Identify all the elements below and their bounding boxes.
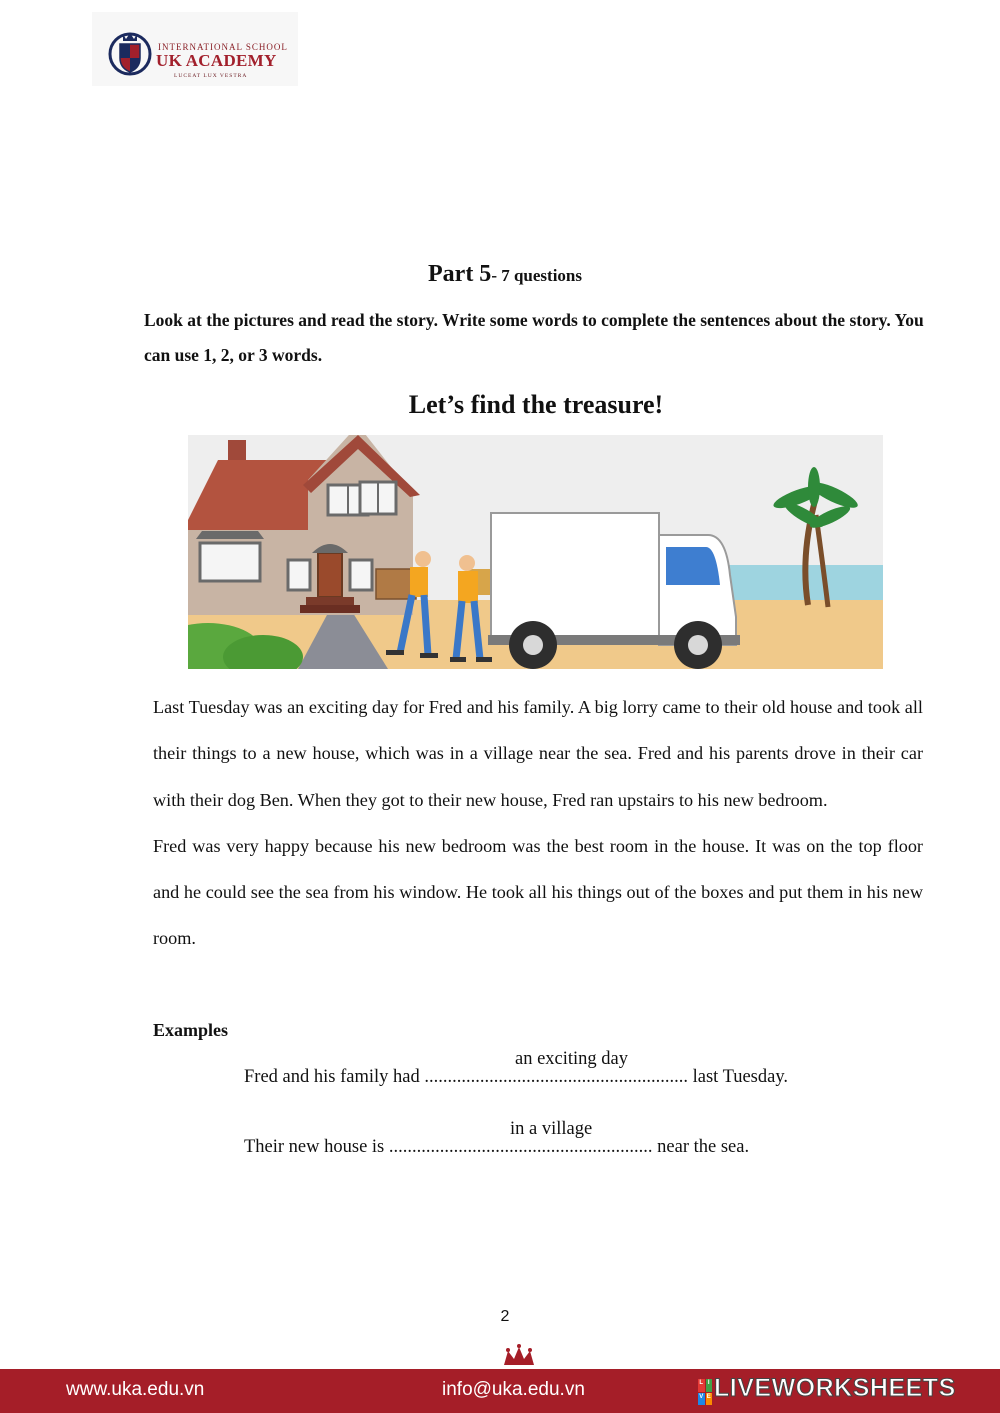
instructions: Look at the pictures and read the story. Write some words to complete the sentences about the story. You can use 1, 2, or 3 words. [144, 310, 924, 365]
crest-icon [108, 28, 152, 80]
badge-letter: I [706, 1379, 713, 1392]
badge-letter: V [698, 1393, 705, 1406]
examples-heading: Examples [153, 1020, 229, 1040]
footer-website[interactable]: www.uka.edu.vn [66, 1379, 205, 1400]
moving-day-illustration [188, 435, 883, 669]
part-title [0, 261, 1000, 288]
sentence-end: near the sea. [657, 1137, 750, 1157]
page-number: 2 [500, 1308, 510, 1325]
badge-letter: L [698, 1379, 705, 1392]
crown-icon [500, 1343, 538, 1371]
story-title: Let’s find the treasure! [408, 390, 664, 419]
part-count: - 7 questions [491, 266, 582, 285]
part-label: Part 5 [428, 261, 492, 287]
footer-email[interactable]: info@uka.edu.vn [442, 1379, 585, 1400]
page-footer [0, 1369, 1000, 1413]
story-paragraph: Fred was very happy because his new bedroom was the best room in the house. It was on the top floor and he could see the sea from his window. He took all his things out of the boxes and put them in his new room. [153, 835, 923, 949]
school-motto: LUCEAT LUX VESTRA [174, 73, 248, 79]
answer-blank: ......................................................... [424, 1067, 688, 1087]
badge-letter: E [706, 1393, 713, 1406]
sentence-end: last Tuesday. [692, 1067, 789, 1087]
sentence-start: Their new house is [244, 1137, 385, 1157]
sentence-start: Fred and his family had [244, 1067, 420, 1087]
example-sentence [244, 1137, 749, 1158]
example-answer: in a village [510, 1119, 593, 1139]
school-type: INTERNATIONAL SCHOOL [158, 42, 288, 52]
liveworksheets-watermark: LIVEWORKSHEETS [714, 1374, 956, 1402]
liveworksheets-badge [698, 1379, 712, 1405]
story-text [153, 684, 923, 962]
story-paragraph: Last Tuesday was an exciting day for Fred and his family. A big lorry came to their old house and took all their things to a new house, which was in a village near the sea. Fred and his parents drove in their car with their dog Ben. When they got to their new house, Fred ran upstairs to his new bedroom. [153, 697, 923, 810]
school-name: UK ACADEMY [156, 51, 277, 70]
school-logo [92, 12, 298, 86]
example-sentence [244, 1067, 788, 1088]
answer-blank: ......................................................... [388, 1137, 653, 1157]
example-answer: an exciting day [515, 1049, 629, 1069]
